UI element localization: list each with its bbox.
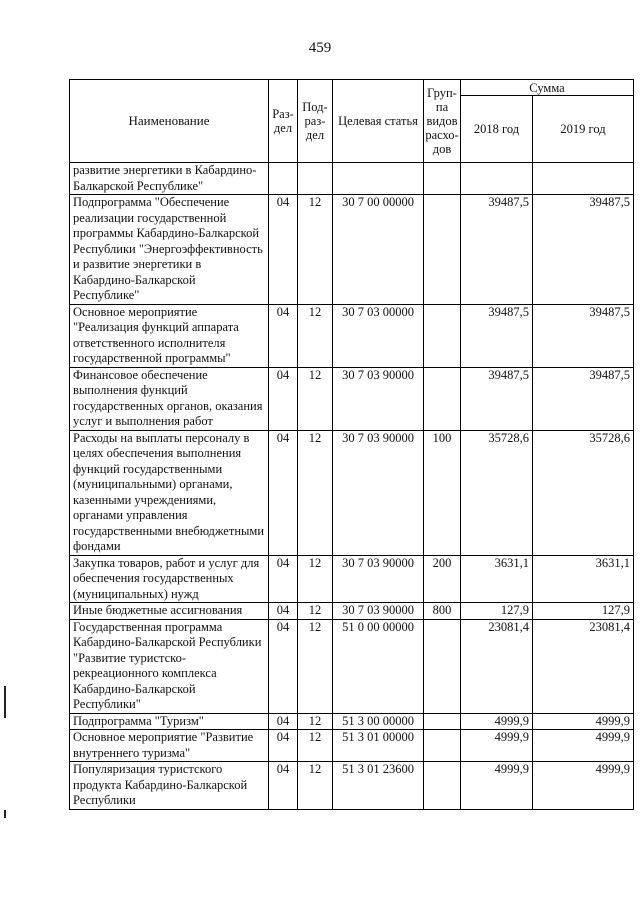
cell-target: 30 7 03 90000 bbox=[333, 603, 424, 620]
table-row bbox=[70, 730, 634, 762]
cell-group bbox=[424, 304, 461, 367]
cell-y2019: 39487,5 bbox=[533, 367, 634, 430]
header-razdel: Раз-дел bbox=[269, 80, 298, 163]
cell-y2018: 23081,4 bbox=[461, 619, 533, 713]
cell-y2019: 4999,9 bbox=[533, 762, 634, 810]
cell-group: 100 bbox=[424, 430, 461, 555]
cell-razdel: 04 bbox=[269, 713, 298, 730]
cell-y2018: 39487,5 bbox=[461, 367, 533, 430]
table-row bbox=[70, 762, 634, 810]
cell-group: 800 bbox=[424, 603, 461, 620]
cell-y2018: 3631,1 bbox=[461, 555, 533, 603]
cell-podrazdel bbox=[298, 163, 333, 195]
cell-podrazdel: 12 bbox=[298, 304, 333, 367]
cell-razdel: 04 bbox=[269, 430, 298, 555]
header-group: Груп-па видов расхо-дов bbox=[424, 80, 461, 163]
margin-mark bbox=[4, 686, 6, 718]
cell-y2019 bbox=[533, 163, 634, 195]
page-number: 459 bbox=[308, 40, 332, 56]
cell-target: 51 3 00 00000 bbox=[333, 713, 424, 730]
cell-podrazdel: 12 bbox=[298, 713, 333, 730]
table-row bbox=[70, 367, 634, 430]
cell-group bbox=[424, 713, 461, 730]
cell-y2019: 35728,6 bbox=[533, 430, 634, 555]
cell-podrazdel: 12 bbox=[298, 555, 333, 603]
cell-group bbox=[424, 163, 461, 195]
cell-target: 30 7 03 90000 bbox=[333, 555, 424, 603]
cell-group bbox=[424, 730, 461, 762]
cell-y2019: 127,9 bbox=[533, 603, 634, 620]
cell-podrazdel: 12 bbox=[298, 195, 333, 305]
cell-target: 30 7 00 00000 bbox=[333, 195, 424, 305]
table-row bbox=[70, 430, 634, 555]
header-target: Целевая статья bbox=[333, 80, 424, 163]
cell-name: Популяризация туристского продукта Кабардино-Балкарской Республики bbox=[70, 762, 269, 810]
cell-y2018: 39487,5 bbox=[461, 195, 533, 305]
table-row bbox=[70, 713, 634, 730]
cell-y2019: 4999,9 bbox=[533, 730, 634, 762]
cell-razdel: 04 bbox=[269, 619, 298, 713]
cell-name: Основное мероприятие "Реализация функций аппарата ответственного исполнителя государственной программы" bbox=[70, 304, 269, 367]
cell-y2019: 23081,4 bbox=[533, 619, 634, 713]
cell-y2019: 39487,5 bbox=[533, 304, 634, 367]
cell-y2018: 127,9 bbox=[461, 603, 533, 620]
cell-target bbox=[333, 163, 424, 195]
cell-podrazdel: 12 bbox=[298, 730, 333, 762]
header-sum: Сумма bbox=[461, 80, 634, 96]
cell-razdel bbox=[269, 163, 298, 195]
cell-group bbox=[424, 619, 461, 713]
cell-y2018: 35728,6 bbox=[461, 430, 533, 555]
header-podrazdel: Под-раз-дел bbox=[298, 80, 333, 163]
cell-razdel: 04 bbox=[269, 555, 298, 603]
table-row bbox=[70, 555, 634, 603]
cell-y2019: 39487,5 bbox=[533, 195, 634, 305]
cell-group: 200 bbox=[424, 555, 461, 603]
cell-podrazdel: 12 bbox=[298, 367, 333, 430]
margin-mark bbox=[4, 810, 6, 818]
budget-table bbox=[69, 79, 634, 810]
cell-y2018 bbox=[461, 163, 533, 195]
table-row bbox=[70, 163, 634, 195]
cell-y2018: 4999,9 bbox=[461, 713, 533, 730]
cell-name: Закупка товаров, работ и услуг для обеспечения государственных (муниципальных) нужд bbox=[70, 555, 269, 603]
cell-podrazdel: 12 bbox=[298, 619, 333, 713]
cell-podrazdel: 12 bbox=[298, 762, 333, 810]
cell-razdel: 04 bbox=[269, 195, 298, 305]
cell-y2018: 4999,9 bbox=[461, 762, 533, 810]
table-row bbox=[70, 619, 634, 713]
cell-target: 30 7 03 90000 bbox=[333, 367, 424, 430]
cell-y2019: 4999,9 bbox=[533, 713, 634, 730]
cell-group bbox=[424, 762, 461, 810]
cell-name: Иные бюджетные ассигнования bbox=[70, 603, 269, 620]
cell-name: Расходы на выплаты персоналу в целях обеспечения выполнения функций государственными (муниципальными) органами, казенными учреждениями, органами управления государственными внебюджетными фондами bbox=[70, 430, 269, 555]
cell-name: развитие энергетики в Кабардино-Балкарской Республике" bbox=[70, 163, 269, 195]
cell-razdel: 04 bbox=[269, 304, 298, 367]
header-2018: 2018 год bbox=[461, 96, 533, 163]
cell-name: Подпрограмма "Туризм" bbox=[70, 713, 269, 730]
cell-y2019: 3631,1 bbox=[533, 555, 634, 603]
cell-target: 30 7 03 90000 bbox=[333, 430, 424, 555]
cell-target: 51 3 01 23600 bbox=[333, 762, 424, 810]
cell-target: 51 0 00 00000 bbox=[333, 619, 424, 713]
cell-name: Финансовое обеспечение выполнения функций государственных органов, оказания услуг и выполнения работ bbox=[70, 367, 269, 430]
table-row bbox=[70, 304, 634, 367]
cell-y2018: 39487,5 bbox=[461, 304, 533, 367]
cell-podrazdel: 12 bbox=[298, 430, 333, 555]
cell-group bbox=[424, 367, 461, 430]
cell-razdel: 04 bbox=[269, 762, 298, 810]
cell-name: Подпрограмма "Обеспечение реализации государственной программы Кабардино-Балкарской Республики "Энергоэффективность и развитие энергетики в Кабардино-Балкарской Республике" bbox=[70, 195, 269, 305]
cell-razdel: 04 bbox=[269, 730, 298, 762]
cell-name: Государственная программа Кабардино-Балкарской Республики "Развитие туристско-рекреационного комплекса Кабардино-Балкарской Республики" bbox=[70, 619, 269, 713]
cell-name: Основное мероприятие "Развитие внутреннего туризма" bbox=[70, 730, 269, 762]
header-name: Наименование bbox=[70, 80, 269, 163]
cell-target: 51 3 01 00000 bbox=[333, 730, 424, 762]
cell-group bbox=[424, 195, 461, 305]
cell-razdel: 04 bbox=[269, 603, 298, 620]
cell-target: 30 7 03 00000 bbox=[333, 304, 424, 367]
cell-y2018: 4999,9 bbox=[461, 730, 533, 762]
table-row bbox=[70, 603, 634, 620]
cell-razdel: 04 bbox=[269, 367, 298, 430]
cell-podrazdel: 12 bbox=[298, 603, 333, 620]
header-2019: 2019 год bbox=[533, 96, 634, 163]
table-row bbox=[70, 195, 634, 305]
